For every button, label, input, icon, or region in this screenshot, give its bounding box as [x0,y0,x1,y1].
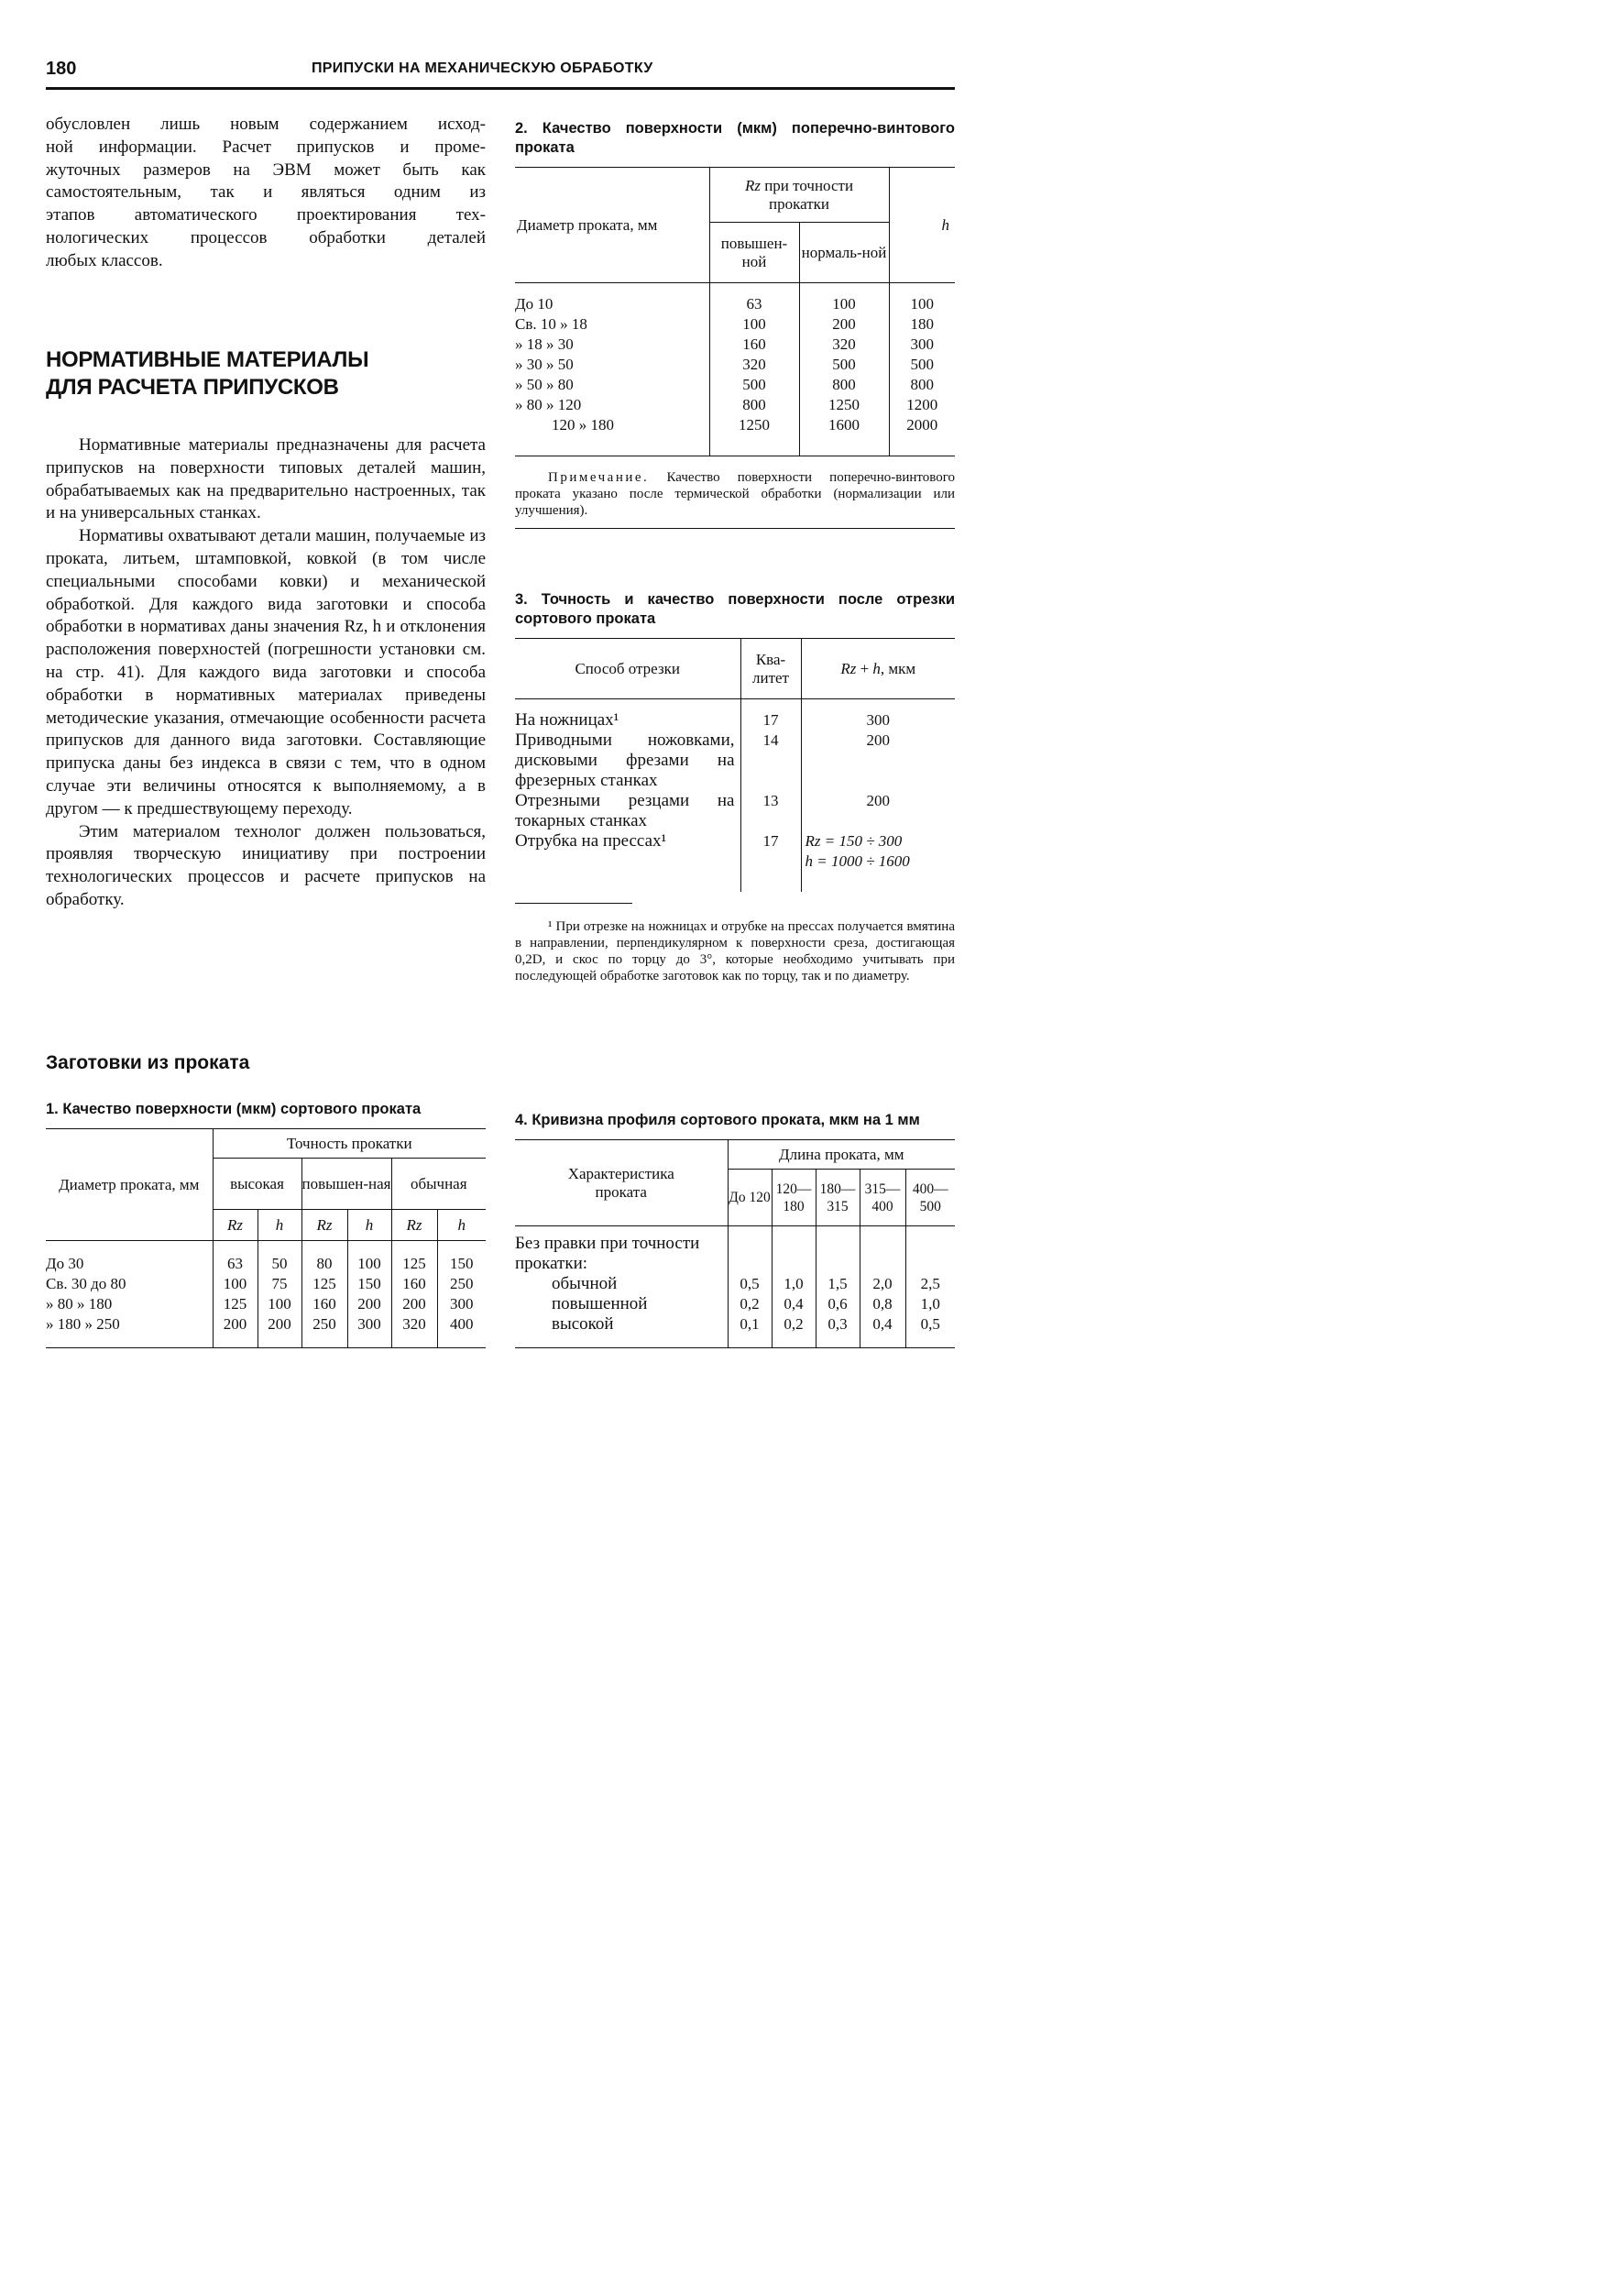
table1-rz: Rz [391,1210,437,1241]
intro-line: жуточных размеров на ЭВМ может быть как [46,159,486,180]
table-row: Св. 10 » 18 100 200 180 [515,315,934,333]
table1-h: h [347,1210,391,1241]
table1-header-high: высокая [213,1159,301,1210]
intro-line: обусловлен лишь новым содержанием исход- [46,115,486,134]
table2-header-increased: повышен-ной [709,223,799,283]
table-row: » 180 » 250 200 200 250 300 320 400 [46,1315,474,1333]
table3-header-method: Способ отрезки [515,639,740,699]
paragraph-1: Нормативные материалы предназначены для расчета припусков на поверхности типовых деталей машин, обрабатываемых как на предварительно настроенных, так и на универсальных станках. [46,435,486,523]
intro-line: нологических процессов обработки деталей [46,227,486,247]
table2-title: 2. Качество поверхности (мкм) поперечно-винтового проката [515,120,955,156]
table2-header-h: h [889,168,955,283]
table1 [46,1128,486,1348]
table1-rz: Rz [213,1210,258,1241]
intro-line: любых классов. [46,250,163,270]
table-row: Приводными ножовками, дисковыми фрезами на фрезерных станках 14 200 [515,731,890,790]
table-row: Отрубка на прессах¹ 17 Rz = 150 ÷ 300 h = 1000 ÷ 1600 [515,831,955,872]
table-row: До 10 63 100 100 [515,295,934,313]
table3-block [515,590,955,984]
table4-title: 4. Кривизна профиля сортового проката, мкм на 1 мм [515,1112,920,1128]
intro-line: этапов автоматического проектирования тех- [46,205,486,225]
section-title: НОРМАТИВНЫЕ МАТЕРИАЛЫ ДЛЯ РАСЧЕТА ПРИПУСКОВ [46,347,369,400]
table4-header-char: Характеристика проката [515,1140,728,1226]
table-row: Без правки при точности прокатки: [515,1234,955,1274]
table-row: Отрезными резцами на токарных станках 13 200 [515,791,890,830]
page-number: 180 [46,59,77,79]
table2-header-group: Rz при точности прокатки [709,168,889,223]
table4-header-group: Длина проката, мм [728,1140,955,1170]
table1-header-diameter: Диаметр проката, мм [46,1129,213,1241]
table-row: 120 » 180 1250 1600 2000 [515,415,955,435]
footnote-rule [515,903,632,904]
body-text [46,434,486,912]
table-row: Св. 30 до 80 100 75 125 150 160 250 [46,1275,474,1292]
table2-header-normal: нормаль-ной [799,223,889,283]
note-rule [515,528,955,529]
table4-header-len: 120—180 [772,1170,816,1226]
note-text: Качество поверхности поперечно-винтового проката указано после термической обработки (нормализации или улучшения). [515,470,955,518]
table4-header-len: До 120 [728,1170,772,1226]
table3-header-rzh: Rz + h, мкм [801,639,955,699]
table3-title: 3. Точность и качество поверхности после отрезки сортового проката [515,591,955,627]
table2-header-diameter: Диаметр проката, мм [515,168,709,283]
table3 [515,638,955,892]
table-row: » 50 » 80 500 800 800 [515,376,934,393]
table-row: » 18 » 30 160 320 300 [515,335,934,353]
table1-block [46,1100,486,1348]
table4-header-len: 400—500 [905,1170,955,1226]
table2-block [515,119,955,529]
table2-note [515,469,955,519]
paragraph-3: Этим материалом технолог должен пользоваться, проявляя творческую инициативу при построении технологических процессов и расчете припусков на обработку. [46,821,486,909]
intro-line: ной информации. Расчет припусков и проме- [46,137,486,157]
table4 [515,1139,955,1348]
table-row: » 30 » 50 320 500 500 [515,356,934,373]
table1-header-increased: повышен-ная [301,1159,391,1210]
table-row: » 80 » 120 800 1250 1200 [515,396,938,413]
table1-h: h [437,1210,486,1241]
left-column [46,114,486,273]
table-row: » 80 » 180 125 100 160 200 200 300 [46,1295,474,1313]
table3-header-grade: Ква- литет [740,639,801,699]
intro-line: самостоятельным, так и являться одним из [46,182,486,203]
table-row: До 30 63 50 80 100 125 150 [46,1255,474,1272]
table-row: На ножницах¹ 17 300 [515,710,890,730]
table1-rz: Rz [301,1210,347,1241]
table4-block [515,1111,955,1348]
running-title: ПРИПУСКИ НА МЕХАНИЧЕСКУЮ ОБРАБОТКУ [312,60,653,76]
table-row: повышенной 0,2 0,4 0,6 0,8 1,0 [515,1294,955,1314]
table1-h: h [258,1210,301,1241]
intro-paragraph [46,114,486,273]
table2 [515,167,955,456]
table1-title: 1. Качество поверхности (мкм) сортового проката [46,1101,422,1117]
rz-range: Rz = 150 ÷ 300 [805,832,903,850]
table-row: высокой 0,1 0,2 0,3 0,4 0,5 [515,1314,955,1335]
note-label: Примечание. [548,470,650,485]
header-rule [46,87,955,90]
subsection-title: Заготовки из проката [46,1052,250,1073]
table1-header-normal: обычная [391,1159,486,1210]
paragraph-2: Нормативы охватывают детали машин, получаемые из проката, литьем, штамповкой, ковкой (в том числе специальными способами ковки) и механической обработкой. Для каждого вида заготовки и способа обработки в нормативах даны значения Rz, h и отклонения расположения поверхностей (погрешности установки см. на стр. 41). Для каждого вида заготовки и способа обработки в нормативных материалах приведены методические указания, отмечающие особенности расчета припусков для данного вида заготовки. Составляющие припуска даны без индекса в связи с тем, что в одном случае эти величины относятся к выполняемому, а в другом — к предшествующему переходу. [46,526,486,818]
table1-header-group: Точность прокатки [213,1129,486,1159]
table3-footnote: ¹ При отрезке на ножницах и отрубке на прессах получается вмятина в направлении, перпендикулярном к поверхности среза, достигающая 0,2D, и скос по торцу до 3°, которые необходимо учитывать при последующей обработке заготовок как по торцу, так и по диаметру. [515,919,955,983]
table4-header-len: 315—400 [860,1170,905,1226]
table-row: обычной 0,5 1,0 1,5 2,0 2,5 [515,1274,955,1294]
table4-header-len: 180—315 [816,1170,860,1226]
h-range: h = 1000 ÷ 1600 [805,852,910,870]
